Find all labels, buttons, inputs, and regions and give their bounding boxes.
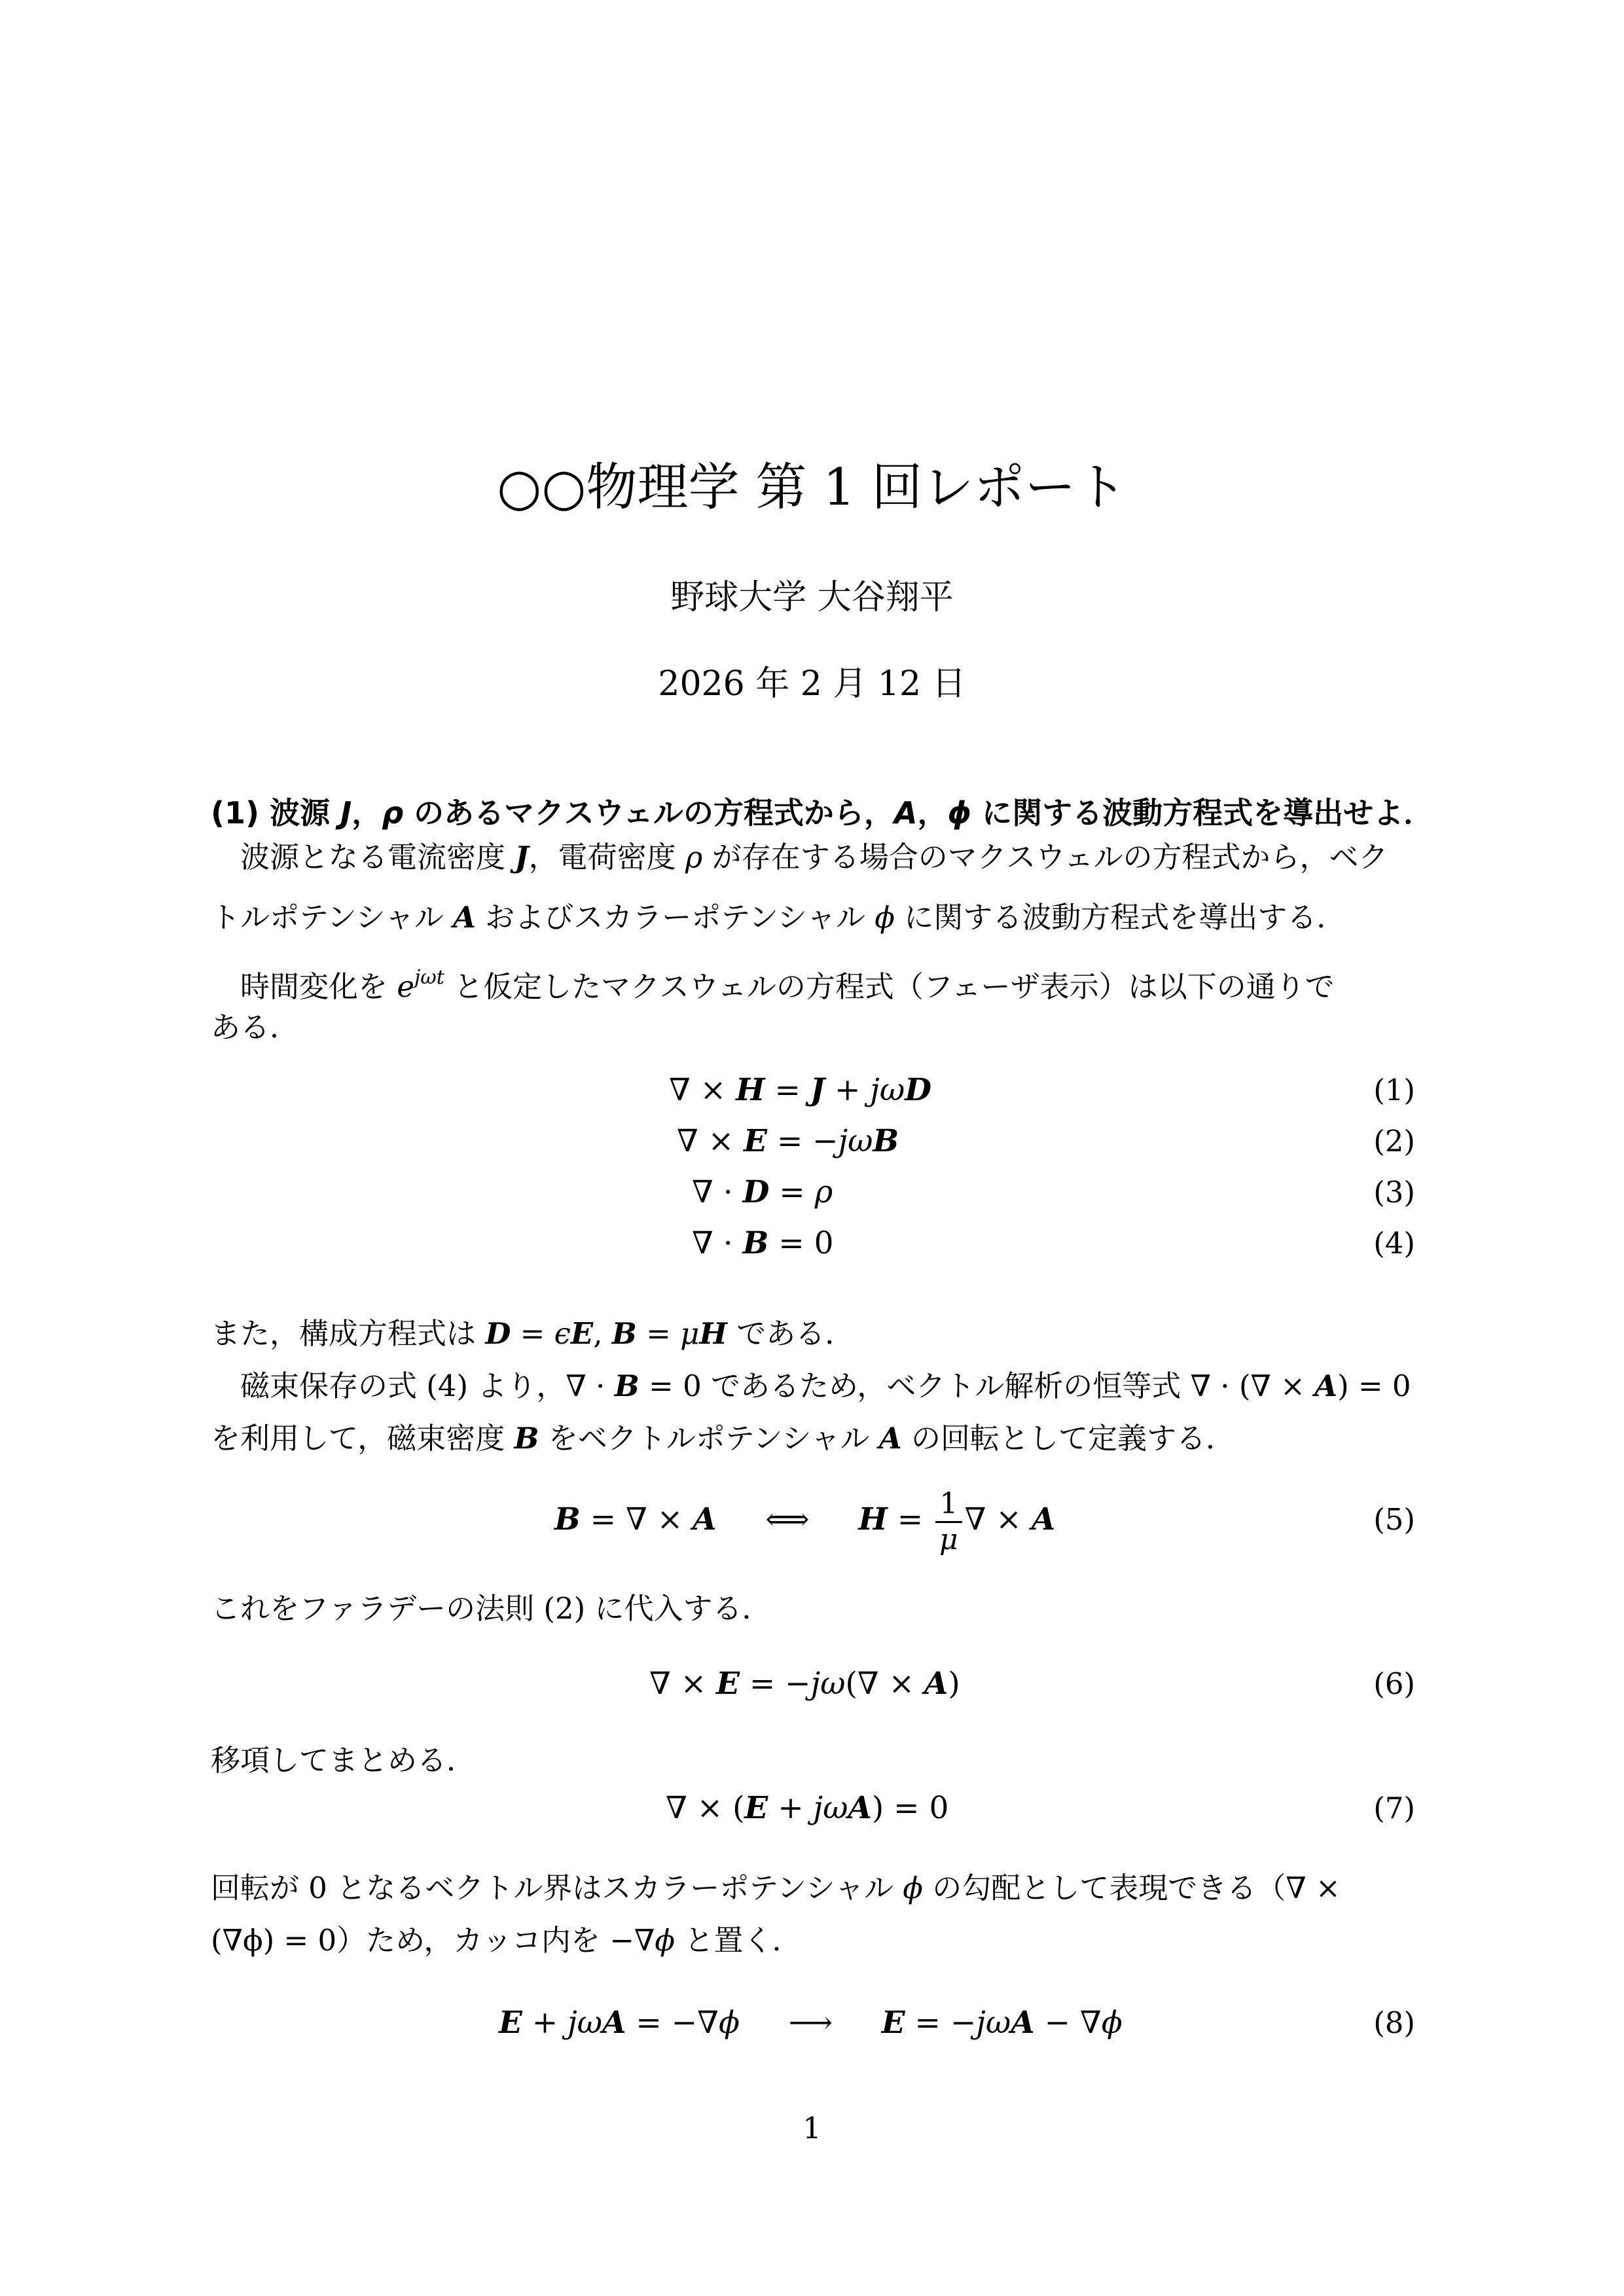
p1-text-a: 波源となる電流密度 (240, 840, 515, 874)
heading-symbol-J: J (340, 795, 352, 831)
heading-text-a: 波源 (270, 795, 341, 831)
report-title: ○○物理学 第 1 回レポート (497, 458, 1127, 517)
heading-symbol-A: A (893, 795, 918, 831)
equation-number: (1) (1373, 1073, 1415, 1107)
p1-line2-text-b: およびスカラーポテンシャル (475, 900, 875, 935)
equation-5: B = ∇ × A ⟺ H = $\frac{1}{\mu}$ ∇ × A (5) (211, 1480, 1415, 1559)
p3-text-a: また，構成方程式は (211, 1316, 486, 1351)
paragraph-2-line-2: ある． (211, 1010, 300, 1045)
p2-text-b: と仮定したマクスウェルの方程式（フェーザ表示）は以下の通りで (444, 969, 1335, 1004)
paragraph-5: これをファラデーの法則 (2) に代入する． (211, 1591, 772, 1626)
equation-2: ∇ × E = −jωB (2) (211, 1120, 1415, 1163)
equation-number: (5) (1373, 1502, 1415, 1537)
p4-line2-text-c: の回転として定義する． (901, 1421, 1236, 1456)
heading-text-d: ， (917, 795, 948, 831)
p2-exponent: jωt (414, 966, 444, 989)
p7-line2-text-b: と置く． (675, 1923, 802, 1958)
p4-line2-text-a: を利用して，磁束密度 (211, 1421, 514, 1456)
p1-text-b: ，電荷密度 (528, 840, 685, 874)
paragraph-3: また，構成方程式は D = ϵE, B = μH である． (211, 1316, 855, 1351)
equation-1: ∇ × H = J + jωD (1) (211, 1069, 1415, 1112)
p7-line2-text-a: (∇ϕ) = 0）ため，カッコ内を (211, 1923, 610, 1958)
date-line: 2026 年 2 月 12 日 (658, 664, 966, 704)
p1-text-c: が存在する場合のマクスウェルの方程式から，ベク (702, 840, 1388, 874)
equation-4: ∇ · B = 0 (4) (211, 1222, 1415, 1265)
p7-text-a: 回転が 0 となるベクトル界はスカラーポテンシャル (211, 1871, 903, 1905)
p3-text-b: である． (727, 1316, 855, 1351)
paragraph-2-line-1: 時間変化を $e^{j\omega t}$ と仮定したマクスウェルの方程式（フェーザ表示）は以下の通りで (240, 966, 1335, 1004)
equation-7: ∇ × (E + jωA) = 0 (7) (211, 1787, 1415, 1830)
equation-number: (4) (1373, 1226, 1415, 1261)
equation-6: ∇ × E = −jω(∇ × A) (6) (211, 1662, 1415, 1706)
equation-number: (6) (1373, 1666, 1415, 1701)
section-number: (1) (211, 795, 260, 831)
paragraph-7-line-2: (∇ϕ) = 0）ため，カッコ内を −∇ϕ と置く． (211, 1923, 802, 1958)
equation-8: E + jωA = −∇ϕ ⟶ E = −jωA − ∇ϕ (8) (211, 2001, 1415, 2045)
p7-text-b: の勾配として表現できる（∇ × (922, 1871, 1341, 1905)
p4-text-a: 磁束保存の式 (4) より， (240, 1369, 566, 1403)
equation-3: ∇ · D = ρ (3) (211, 1171, 1415, 1214)
p4-line2-text-b: をベクトルポテンシャル (539, 1421, 879, 1456)
page-number: 1 (803, 2111, 821, 2145)
paragraph-4-line-2: を利用して，磁束密度 B をベクトルポテンシャル A の回転として定義する． (211, 1421, 1236, 1456)
p2-text-a: 時間変化を (240, 969, 397, 1004)
author-line: 野球大学 大谷翔平 (670, 578, 954, 617)
heading-symbol-phi: ϕ (947, 795, 972, 831)
paragraph-6: 移項してまとめる． (211, 1743, 477, 1778)
heading-text-e: に関する波動方程式を導出せよ． (971, 795, 1434, 831)
heading-text-c: のあるマクスウェルの方程式から， (403, 795, 894, 831)
p1-line2-text-c: に関する波動方程式を導出する． (894, 900, 1346, 935)
equation-number: (2) (1373, 1124, 1415, 1158)
paragraph-7-line-1: 回転が 0 となるベクトル界はスカラーポテンシャル ϕ の勾配として表現できる（∇ × (211, 1871, 1341, 1905)
p1-line2-text-a: トルポテンシャル (211, 900, 454, 935)
paragraph-1-line-2: トルポテンシャル A およびスカラーポテンシャル ϕ に関する波動方程式を導出する． (211, 900, 1346, 935)
equation-number: (7) (1373, 1791, 1415, 1825)
heading-text-b: ， (352, 795, 382, 831)
equation-number: (3) (1373, 1175, 1415, 1210)
section-heading (211, 793, 1434, 833)
heading-symbol-rho: ρ (382, 795, 404, 831)
paragraph-1-line-1: 波源となる電流密度 J，電荷密度 ρ が存在する場合のマクスウェルの方程式から，ベク (240, 840, 1388, 874)
p4-text-b: であるため，ベクトル解析の恒等式 (701, 1369, 1191, 1403)
paragraph-4-line-1: 磁束保存の式 (4) より，∇ · B = 0 であるため，ベクトル解析の恒等式 ∇ · (∇ × A) = 0 (240, 1369, 1411, 1403)
equation-number: (8) (1373, 2005, 1415, 2040)
